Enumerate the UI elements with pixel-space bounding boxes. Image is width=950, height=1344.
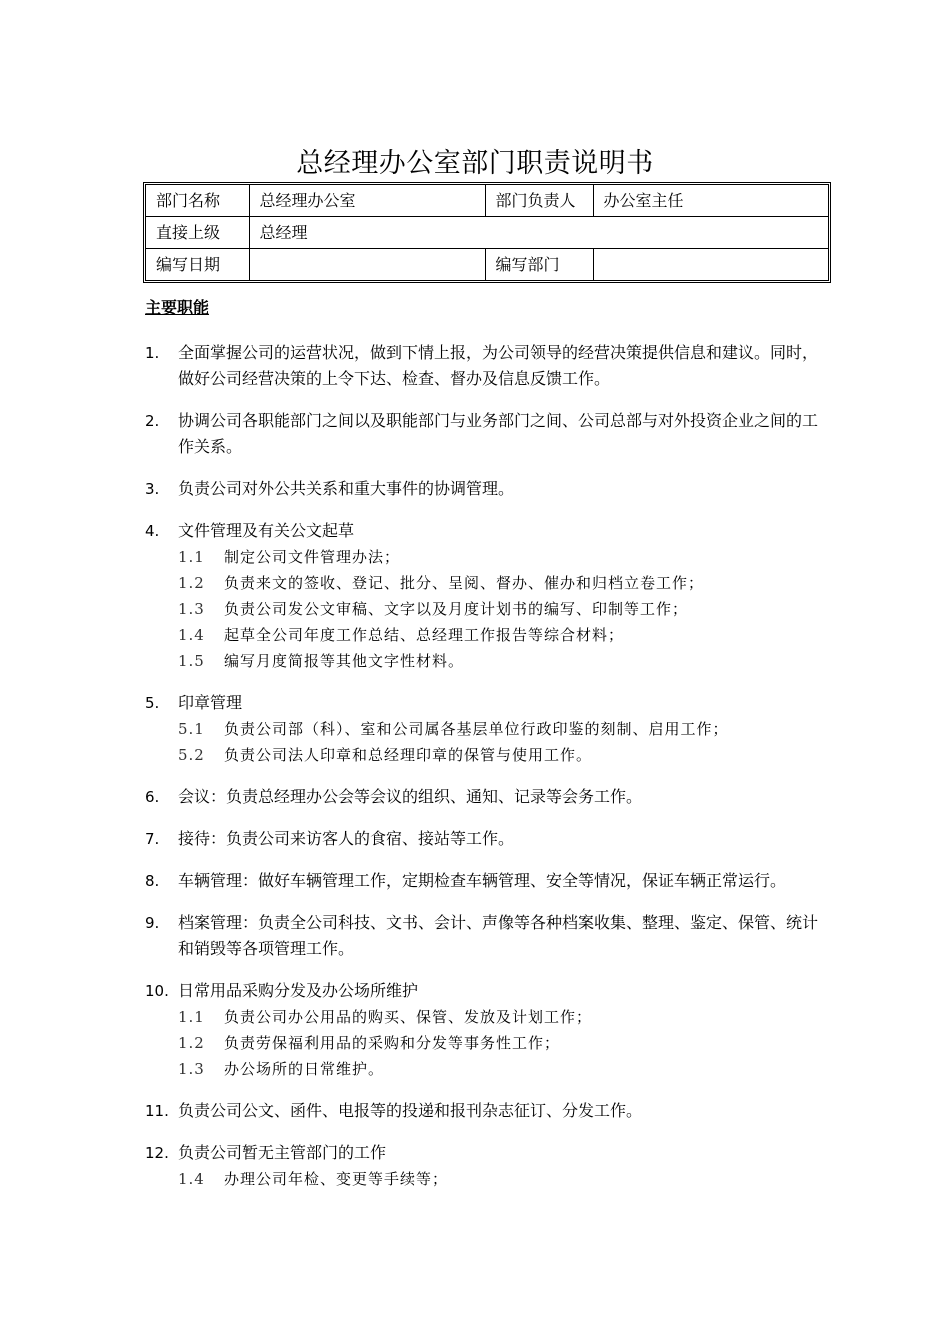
duty-heading <box>145 408 825 460</box>
sub-list <box>145 716 825 768</box>
list-item <box>145 784 825 810</box>
date-value <box>249 249 485 281</box>
sub-item-number: 1.4 <box>178 1170 205 1188</box>
sub-item-text: 编写月度简报等其他文字性材料。 <box>224 652 465 670</box>
superior-value: 总经理 <box>249 217 828 249</box>
list-item <box>145 340 825 392</box>
duty-text: 档案管理：负责全公司科技、文书、会计、声像等各种档案收集、整理、鉴定、保管、统计和销毁等各项管理工作。 <box>178 913 819 958</box>
duty-text: 会议：负责总经理办公会等会议的组织、通知、记录等会务工作。 <box>178 787 643 806</box>
list-item <box>145 1140 825 1192</box>
date-label: 编写日期 <box>146 249 249 281</box>
duty-number: 10. <box>145 982 169 1000</box>
sub-item-text: 负责来文的签收、登记、批分、呈阅、督办、催办和归档立卷工作； <box>224 574 705 592</box>
duty-heading <box>145 910 825 962</box>
duty-heading <box>145 826 825 852</box>
duty-heading <box>145 518 825 544</box>
duty-number: 9. <box>145 914 160 932</box>
duty-heading <box>145 784 825 810</box>
dept-name-value: 总经理办公室 <box>249 185 485 217</box>
list-item <box>145 978 825 1082</box>
dept-head-value: 办公室主任 <box>593 185 828 217</box>
duty-number: 8. <box>145 872 160 890</box>
superior-label: 直接上级 <box>146 217 249 249</box>
sub-item-number: 1.3 <box>178 600 205 618</box>
list-item <box>145 826 825 852</box>
sub-item-number: 1.1 <box>178 1008 205 1026</box>
sub-list-item <box>145 622 825 648</box>
duty-text: 印章管理 <box>178 693 243 712</box>
duty-text: 全面掌握公司的运营状况，做到下情上报，为公司领导的经营决策提供信息和建议。同时，做好公司经营决策的上令下达、检查、督办及信息反馈工作。 <box>178 343 819 388</box>
sub-list <box>145 1166 825 1192</box>
sub-item-text: 制定公司文件管理办法； <box>224 548 401 566</box>
sub-item-text: 起草全公司年度工作总结、总经理工作报告等综合材料； <box>224 626 625 644</box>
duty-number: 7. <box>145 830 160 848</box>
duty-text: 负责公司暂无主管部门的工作 <box>178 1143 387 1162</box>
duty-number: 4. <box>145 522 160 540</box>
sub-item-number: 1.2 <box>178 1034 205 1052</box>
sub-list-item <box>145 742 825 768</box>
duty-text: 日常用品采购分发及办公场所维护 <box>178 981 419 1000</box>
sub-item-number: 5.1 <box>178 720 205 738</box>
duty-number: 2. <box>145 412 160 430</box>
duty-heading <box>145 340 825 392</box>
duty-number: 12. <box>145 1144 169 1162</box>
duty-heading <box>145 476 825 502</box>
dept-head-label: 部门负责人 <box>485 185 593 217</box>
duty-text: 负责公司对外公共关系和重大事件的协调管理。 <box>178 479 515 498</box>
duty-list <box>145 340 825 1208</box>
list-item <box>145 868 825 894</box>
duty-number: 3. <box>145 480 160 498</box>
duty-heading <box>145 1140 825 1166</box>
duty-text: 文件管理及有关公文起草 <box>178 521 355 540</box>
sub-list-item <box>145 544 825 570</box>
list-item <box>145 476 825 502</box>
duty-heading <box>145 1098 825 1124</box>
sub-list-item <box>145 716 825 742</box>
table-row <box>146 249 828 281</box>
sub-item-number: 1.5 <box>178 652 205 670</box>
sub-item-text: 负责公司办公用品的购买、保管、发放及计划工作； <box>224 1008 593 1026</box>
page-title: 总经理办公室部门职责说明书 <box>296 148 654 179</box>
duty-number: 11. <box>145 1102 169 1120</box>
duty-text: 接待：负责公司来访客人的食宿、接站等工作。 <box>178 829 515 848</box>
sub-list <box>145 1004 825 1082</box>
sub-list-item <box>145 570 825 596</box>
dept-name-label: 部门名称 <box>146 185 249 217</box>
duty-text: 车辆管理：做好车辆管理工作，定期检查车辆管理、安全等情况，保证车辆正常运行。 <box>178 871 787 890</box>
list-item <box>145 690 825 768</box>
duty-number: 5. <box>145 694 160 712</box>
sub-list <box>145 544 825 674</box>
sub-list-item <box>145 1166 825 1192</box>
sub-item-text: 办公场所的日常维护。 <box>224 1060 385 1078</box>
duty-number: 1. <box>145 344 160 362</box>
table-row <box>146 217 828 249</box>
sub-item-text: 负责公司发公文审稿、文字以及月度计划书的编写、印制等工作； <box>224 600 689 618</box>
sub-item-number: 1.2 <box>178 574 205 592</box>
list-item <box>145 910 825 962</box>
sub-item-number: 1.3 <box>178 1060 205 1078</box>
sub-item-text: 负责公司部（科）、室和公司属各基层单位行政印鉴的刻制、启用工作； <box>224 720 729 738</box>
sub-item-text: 办理公司年检、变更等手续等； <box>224 1170 449 1188</box>
sub-item-number: 5.2 <box>178 746 205 764</box>
sub-list-item <box>145 1056 825 1082</box>
sub-list-item <box>145 596 825 622</box>
list-item <box>145 518 825 674</box>
duty-number: 6. <box>145 788 160 806</box>
duty-text: 负责公司公文、函件、电报等的投递和报刊杂志征订、分发工作。 <box>178 1101 643 1120</box>
sub-list-item <box>145 1030 825 1056</box>
list-item <box>145 408 825 460</box>
duty-heading <box>145 978 825 1004</box>
sub-item-number: 1.1 <box>178 548 205 566</box>
author-dept-label: 编写部门 <box>485 249 593 281</box>
sub-list-item <box>145 648 825 674</box>
duty-heading <box>145 868 825 894</box>
sub-item-number: 1.4 <box>178 626 205 644</box>
author-dept-value <box>593 249 828 281</box>
info-table <box>143 182 831 283</box>
table-row <box>146 185 828 217</box>
duty-text: 协调公司各职能部门之间以及职能部门与业务部门之间、公司总部与对外投资企业之间的工作关系。 <box>178 411 819 456</box>
sub-list-item <box>145 1004 825 1030</box>
sub-item-text: 负责公司法人印章和总经理印章的保管与使用工作。 <box>224 746 593 764</box>
sub-item-text: 负责劳保福利用品的采购和分发等事务性工作； <box>224 1034 561 1052</box>
list-item <box>145 1098 825 1124</box>
section-title: 主要职能 <box>145 298 210 317</box>
duty-heading <box>145 690 825 716</box>
